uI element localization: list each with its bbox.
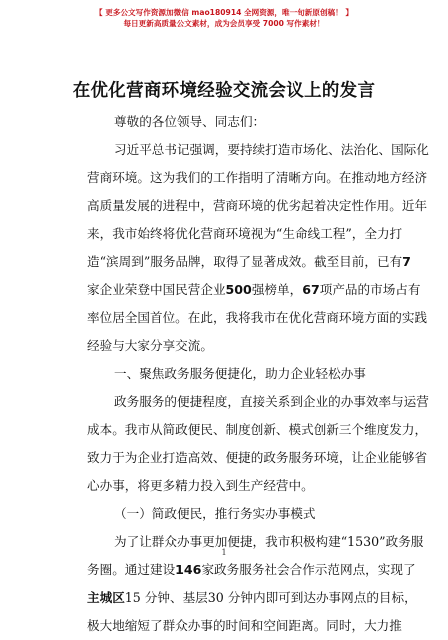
text-run: 家政务服务社会合作示范网点，实现了 [201,562,416,577]
highlight-number: 500 [225,282,252,297]
greeting: 尊敬的各位领导、同志们： [114,114,266,129]
text-run: 强榜单， [251,282,303,297]
paragraph-line: 率位居全国首位。在此，我将我市在优化营商环境方面的实践 [87,310,428,325]
highlight-number: 67 [302,282,320,297]
text-run: 15 分钟、基层 [124,590,208,605]
paragraph-line: 经验与大家分享交流。 [87,338,213,353]
text-run: 30 分钟内即可到达办事网点的目标， [207,590,417,605]
section-heading: 一、聚焦政务服务便捷化，助力企业轻松办事 [114,366,366,381]
document-body [87,108,429,640]
text-run: 项产品的市场占有 [319,282,421,297]
text-run: 家企业荣登中国民营企业 [87,282,226,297]
highlight-number: 7 [402,254,411,269]
paragraph-line: 心办事，将更多精力投入到生产经营中。 [87,478,314,493]
document-title: 在优化营商环境经验交流会议上的发言 [72,81,376,101]
paragraph-line: 成本。我市从简政便民、制度创新、模式创新三个维度发力， [87,422,428,437]
sub-heading: （一）简政便民，推行务实办事模式 [114,506,316,521]
promo-banner-line1: 【 更多公文写作资源加微信 mao180914 全网资源，唯一旬新原创稿！ 】 [95,8,353,17]
paragraph-line: 致力于为企业打造高效、便捷的政务服务环境，让企业能够省 [87,450,428,465]
paragraph-line: 为了让群众办事更加便捷，我市积极构建“1530”政务服 [114,534,424,549]
paragraph-line [87,276,421,304]
paragraph-line [87,248,411,276]
promo-banner [0,7,448,29]
paragraph-line: 政务服务的便捷程度，直接关系到企业的办事效率与运营 [114,394,429,409]
paragraph-line: 习近平总书记强调，要持续打造市场化、法治化、国际化 [114,142,429,157]
paragraph-line [87,584,417,612]
highlight-text: 主城区 [87,590,125,605]
promo-banner-line2: 每日更新高质量公文素材，成为会员享受 7000 写作素材！ [123,19,325,28]
paragraph-line: 高质量发展的进程中，营商环境的优劣起着决定性作用。近年 [87,198,428,213]
text-run: 务圈。通过建设 [87,562,176,577]
paragraph-line: 营商环境。这为我们的工作指明了清晰方向。在推动地方经济 [87,170,428,185]
paragraph-line: 极大地缩短了群众办事的时间和空间距离。同时，大力推 [87,618,402,633]
text-run: 造“滨周到”服务品牌，取得了显著成效。截至目前，已有 [87,254,403,269]
page-number: 1 [221,548,227,557]
paragraph-line: 来，我市始终将优化营商环境视为“生命线工程”，全力打 [87,226,403,241]
highlight-number: 146 [175,562,202,577]
